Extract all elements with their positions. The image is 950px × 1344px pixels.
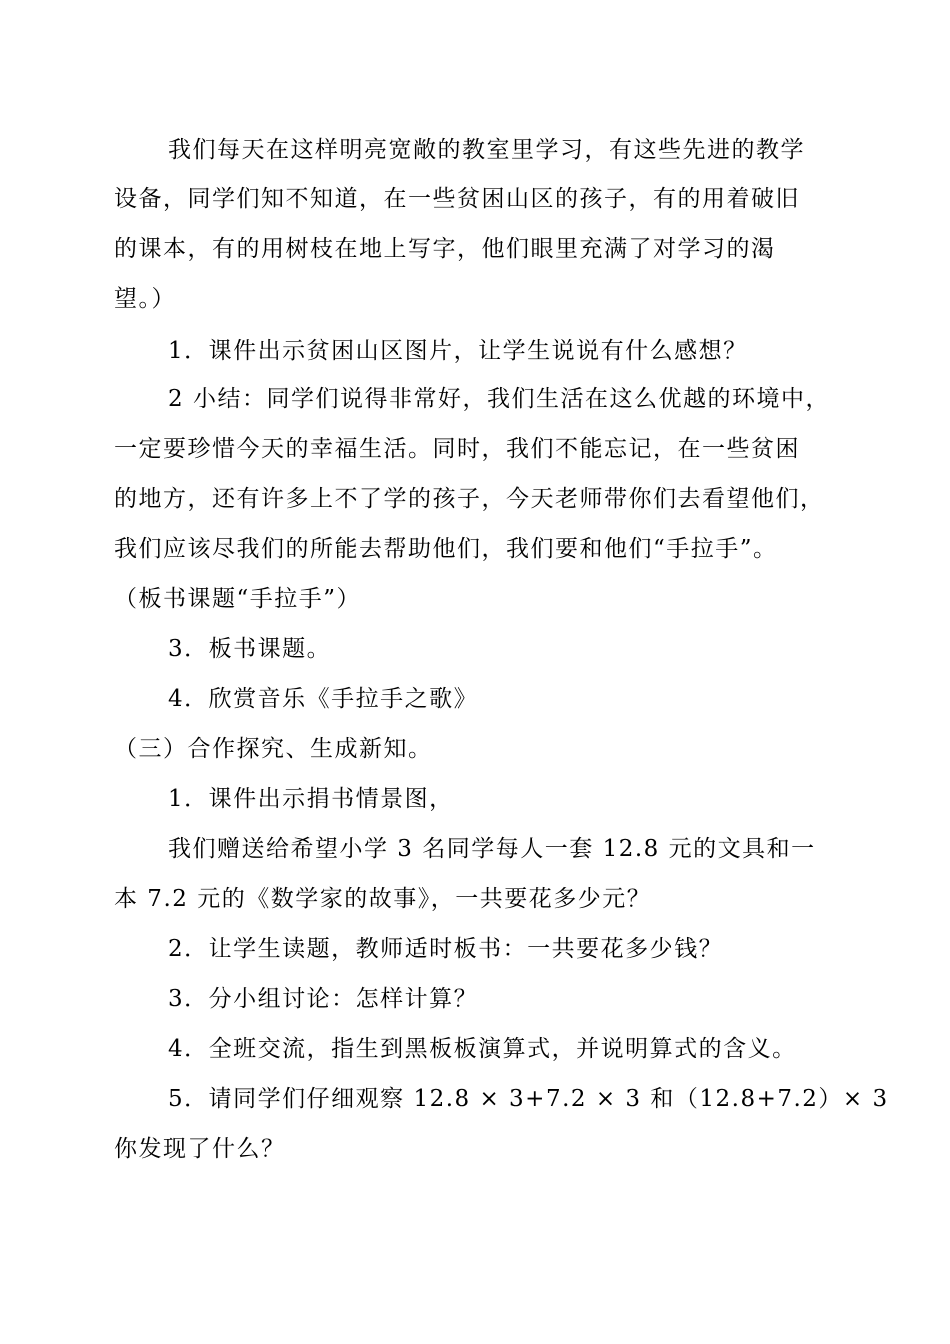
list-item: 1．课件出示贫困山区图片，让学生说说有什么感想？ xyxy=(168,338,748,364)
list-item: 1．课件出示捐书情景图， xyxy=(168,786,454,812)
paragraph-line: 设备，同学们知不知道，在一些贫困山区的孩子，有的用着破旧 xyxy=(114,186,800,212)
paragraph-line: 2 小结：同学们说得非常好，我们生活在这么优越的环境中， xyxy=(168,386,830,412)
list-item: 2．让学生读题，教师适时板书：一共要花多少钱？ xyxy=(168,936,724,962)
paragraph-line: 的地方，还有许多上不了学的孩子，今天老师带你们去看望他们， xyxy=(114,486,825,512)
list-item: 3．分小组讨论：怎样计算？ xyxy=(168,986,479,1012)
paragraph-line: 一定要珍惜今天的幸福生活。同时，我们不能忘记，在一些贫困 xyxy=(114,436,800,462)
paragraph-line: 我们每天在这样明亮宽敞的教室里学习，有这些先进的教学 xyxy=(168,137,805,163)
paragraph-line: 的课本，有的用树枝在地上写字，他们眼里充满了对学习的渴 xyxy=(114,236,776,262)
paragraph-line: （板书课题“手拉手”） xyxy=(114,586,362,612)
list-item: 5．请同学们仔细观察 12.8 × 3+7.2 × 3 和（12.8+7.2）× 3 xyxy=(168,1086,889,1112)
list-item: 3．板书课题。 xyxy=(168,636,332,662)
paragraph-line: 你发现了什么？ xyxy=(114,1136,286,1162)
paragraph-line: 望。） xyxy=(114,286,176,312)
paragraph-line: 我们赠送给希望小学 3 名同学每人一套 12.8 元的文具和一 xyxy=(168,836,816,862)
section-heading: （三）合作探究、生成新知。 xyxy=(114,736,433,762)
paragraph-line: 我们应该尽我们的所能去帮助他们，我们要和他们“手拉手”。 xyxy=(114,536,778,562)
paragraph-line: 本 7.2 元的《数学家的故事》，一共要花多少元？ xyxy=(114,886,652,912)
list-item: 4．欣赏音乐《手拉手之歌》 xyxy=(168,686,479,712)
list-item: 4．全班交流，指生到黑板板演算式，并说明算式的含义。 xyxy=(168,1036,797,1062)
